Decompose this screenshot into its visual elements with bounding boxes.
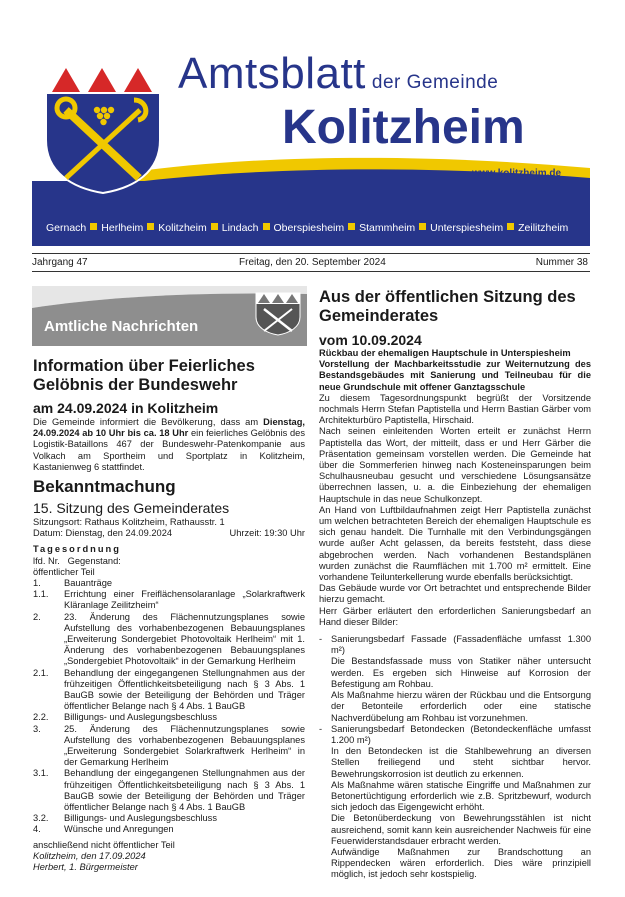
section-banner-label: Amtliche Nachrichten (44, 318, 199, 335)
announcement-subtitle: 15. Sitzung des Gemeinderates (33, 500, 230, 516)
signature-place-date: Kolitzheim, den 17.09.2024 (33, 850, 146, 861)
agenda-item (33, 712, 305, 723)
agenda-item (33, 724, 305, 769)
agenda-number: 3. (33, 723, 41, 734)
bullet-facade (319, 634, 591, 724)
square-icon (211, 223, 218, 230)
agenda-text: Billigungs- und Auslegungsbeschluss (64, 712, 217, 723)
report-subtitle: vom 10.09.2024 (319, 332, 422, 348)
report-paragraph: Das Gebäude wurde vor Ort betrachtet und entsprechende Bilder hierzu gemacht. (319, 583, 591, 605)
info-text-b: ein feierliches Gelöbnis des Logistik-Bataillons 467 der Bundeswehr-Patenkompanie aus Volkach am Sportheim und Sportplatz in Kolitzheim, Kastanienweg 6 stattfindet. (33, 428, 305, 472)
public-part-label: öffentlicher Teil (33, 566, 95, 577)
square-icon (263, 223, 270, 230)
issue-date: Freitag, den 20. September 2024 (239, 257, 386, 268)
info-subtitle: am 24.09.2024 in Kolitzheim (33, 400, 219, 416)
place-item: Gernach (46, 222, 87, 234)
places-list (46, 222, 568, 234)
bullet-heading: Sanierungsbedarf Betondecken (Betondeckenfläche umfasst 1.200 m²) (331, 723, 591, 745)
non-public-label: anschließend nicht öffentlicher Teil (33, 839, 175, 850)
agenda-heading: Tagesordnung (33, 544, 121, 555)
place-item: Kolitzheim (158, 222, 207, 234)
report-topic: Rückbau der ehemaligen Hauptschule in Unterspiesheim (319, 348, 571, 358)
place-item: Stammheim (359, 222, 416, 234)
agenda-text: Behandlung der eingegangenen Stellungnahmen aus der frühzeitigen Öffentlichkeitsbeteiligung nach § 3 Abs. 1 BauGB sowie der Beteiligung der Behörden und Träger öffentlicher Belange nach § 4 Abs. 1 BauGB (64, 667, 305, 712)
info-text-bold: Dienstag, 24.09.2024 ab 10 Uhr bis ca. 18 Uhr (33, 417, 305, 439)
place-item: Oberspiesheim (273, 222, 345, 234)
info-article (33, 357, 305, 473)
agenda-text: 25. Änderung des Flächennutzungsplanes sowie Aufstellung des vorhabenbezogenen Bebauungsplanes „Erweiterung Sondergebiet Solarkraftwerk Herlheim“ in der Gemarkung Herlheim (64, 723, 305, 768)
square-icon (147, 223, 154, 230)
council-report (319, 288, 591, 881)
report-paragraph: Nach seinen einleitenden Worten erteilt er zunächst Herrn Paptistella das Wort, der mitteilt, dass er und Herr Gärber die Präsentation gemeinsam vorstellen werden. Die Gemeinde hat über die Sommerferien hinweg nach Kosteneinsparungen beim Schulhausneubau gesucht und verschiedene Lösungsansätze überrechnen lassen, u. a. die Einbeziehung der ehemaligen Hauptschule in das neue Schulkonzept. (319, 426, 591, 504)
bullet-heading: Sanierungsbedarf Fassade (Fassadenfläche umfasst 1.300 m²) (331, 634, 591, 656)
dash-icon: - (319, 723, 323, 734)
info-title: Information über Feierliches Gelöbnis der Bundeswehr (33, 357, 255, 394)
square-icon (348, 223, 355, 230)
masthead-title (178, 49, 499, 98)
agenda-number: 1. (33, 578, 41, 589)
meeting-time-row (33, 528, 305, 539)
agenda-item (33, 813, 305, 824)
agenda-columns: lfd. Nr. Gegenstand: (33, 555, 121, 566)
agenda-item (33, 612, 305, 668)
divider (32, 271, 590, 272)
bullet-text: Die Betonüberdeckung von Bewehrungsstählen ist nicht ausreichend, somit kann kein ausreichender Nachweis für eine Feuerwiderstandsdauer erbracht werden. (331, 813, 591, 846)
agenda-list (33, 578, 305, 836)
coat-of-arms-logo (44, 60, 162, 195)
coat-of-arms-small-icon (252, 291, 304, 337)
dash-icon: - (319, 634, 323, 645)
agenda-text: Billigungs- und Auslegungsbeschluss (64, 813, 217, 824)
divider (32, 253, 590, 254)
announcement-title: Bekanntmachung (33, 477, 176, 496)
website-link[interactable]: www.kolitzheim.de (472, 168, 562, 179)
signature-name: Herbert, 1. Bürgermeister (33, 862, 138, 873)
agenda-number: 3.1. (33, 768, 49, 779)
report-paragraph: Zu diesem Tagesordnungspunkt begrüßt der Vorsitzende nochmals Herrn Stefan Paptistella und Herrn Bastian Gärber vom Architekturbüro Paptistella, Hirschaid. (319, 392, 591, 426)
agenda-number: 2.2. (33, 712, 49, 723)
info-text (33, 417, 305, 473)
agenda-number: 2. (33, 611, 41, 622)
place-item: Herlheim (101, 222, 144, 234)
square-icon (419, 223, 426, 230)
bullet-concrete (319, 724, 591, 881)
square-icon (90, 223, 97, 230)
meeting-time: Uhrzeit: 19:30 Uhr (229, 528, 305, 539)
agenda-text: Wünsche und Anregungen (64, 824, 174, 835)
agenda-text: 23. Änderung des Flächennutzungsplanes sowie Aufstellung des vorhabenbezogenen Bebauungsplanes „Erweiterung Sondergebiet Photovoltaik Herlheim“ mit 1. Änderung des vorhabenbezogenen Bebauungsplanes „Sondergebiet Photovoltaik“ in der Gemarkung Herlheim (64, 611, 305, 667)
place-item: Unterspiesheim (430, 222, 504, 234)
report-paragraph: An Hand von Luftbildaufnahmen zeigt Herr Paptistella zunächst um welchen betrachteten Bereich der ehemaligen Hauptschule es sich genau handelt. Die Turnhalle mit den Verbindungsgängen wurde außer Acht gelassen, da bereits feststeht, dass diese abgebrochen werden. Nach vorhandenen Bestandsplänen wurden zunächst die Raumflächen mit 1.700 m² ermittelt. Eine vorhandene Teilunterkellerung wurde ebenfalls berücksichtigt. (319, 504, 591, 583)
report-paragraph: Herr Gärber erläutert den erforderlichen Sanierungsbedarf an Hand dieser Bilder: (319, 605, 591, 627)
title-amtsblatt: Amtsblatt (178, 49, 366, 98)
bullet-text: Als Maßnahme wären statische Eingriffe und Maßnahmen zur Betonertüchtigung erforderlich wie z.B. Spritzbewurf, wodurch sich jedoch das Eigengewicht erhöht. (331, 779, 591, 813)
meeting-location: Sitzungsort: Rathaus Kolitzheim, Rathausstr. 1 (33, 517, 225, 527)
issue-number: Nummer 38 (535, 257, 588, 268)
volume-label: Jahrgang 47 (32, 257, 88, 268)
agenda-item (33, 824, 305, 835)
bullet-text: Als Maßnahme hierzu wären der Rückbau und die Entsorgung der Betonteile erforderlich oder eine statische Nachverdübelung am Rohbau ist vorzunehmen. (331, 690, 591, 723)
report-topic-detail: Vorstellung der Machbarkeitsstudie zur Weiternutzung des Bestandsgebäudes mit Sanierung und Teilneubau für die neue Grundschule mit offener Ganztagsschule (319, 359, 591, 392)
agenda-item (33, 589, 305, 611)
agenda-text: Bauanträge (64, 578, 113, 589)
meeting-date: Datum: Dienstag, den 24.09.2024 (33, 528, 173, 539)
agenda-text: Errichtung einer Freiflächensolaranlage „Solarkraftwerk Kläranlage Zeilitzheim“ (64, 589, 305, 611)
agenda-item (33, 668, 305, 713)
place-item: Zeilitzheim (518, 222, 569, 234)
agenda-text: Behandlung der eingegangenen Stellungnahmen aus der frühzeitigen Öffentlichkeitsbeteiligung nach § 3 Abs. 1 BauGB sowie der Beteiligung der Behörden und Träger öffentlicher Belange nach § 4 Abs. 1 BauGB (64, 768, 305, 813)
bullet-text: Aufwändige Maßnahmen zur Brandschottung an Rippendecken wären erforderlich. Dies wäre prinzipiell möglich, ist jedoch sehr kostspielig. (331, 846, 591, 880)
announcement (33, 477, 305, 873)
agenda-number: 1.1. (33, 589, 49, 600)
bullet-text: Die Bestandsfassade muss von Statiker näher untersucht werden. Es ergeben sich Hinweise auf Korrosion der Befestigung am Rohbau. (331, 656, 591, 689)
title-der-gemeinde: der Gemeinde (371, 72, 499, 93)
agenda-item (33, 768, 305, 813)
masthead-town: Kolitzheim (282, 101, 525, 154)
bullet-text: In den Betondecken ist die Stahlbewehrung an diversen Stellen freiliegend und steht sichtbar hervor. Bewehrungskorrosion ist deutlich zu erkennen. (331, 746, 591, 779)
agenda-item (33, 578, 305, 589)
info-text-a: Die Gemeinde informiert die Bevölkerung, dass am (33, 417, 264, 427)
agenda-number: 2.1. (33, 667, 49, 678)
place-item: Lindach (221, 222, 259, 234)
agenda-number: 3.2. (33, 813, 49, 824)
square-icon (507, 223, 514, 230)
report-title: Aus der öffentlichen Sitzung des Gemeinderates (319, 288, 576, 325)
agenda-number: 4. (33, 824, 41, 835)
